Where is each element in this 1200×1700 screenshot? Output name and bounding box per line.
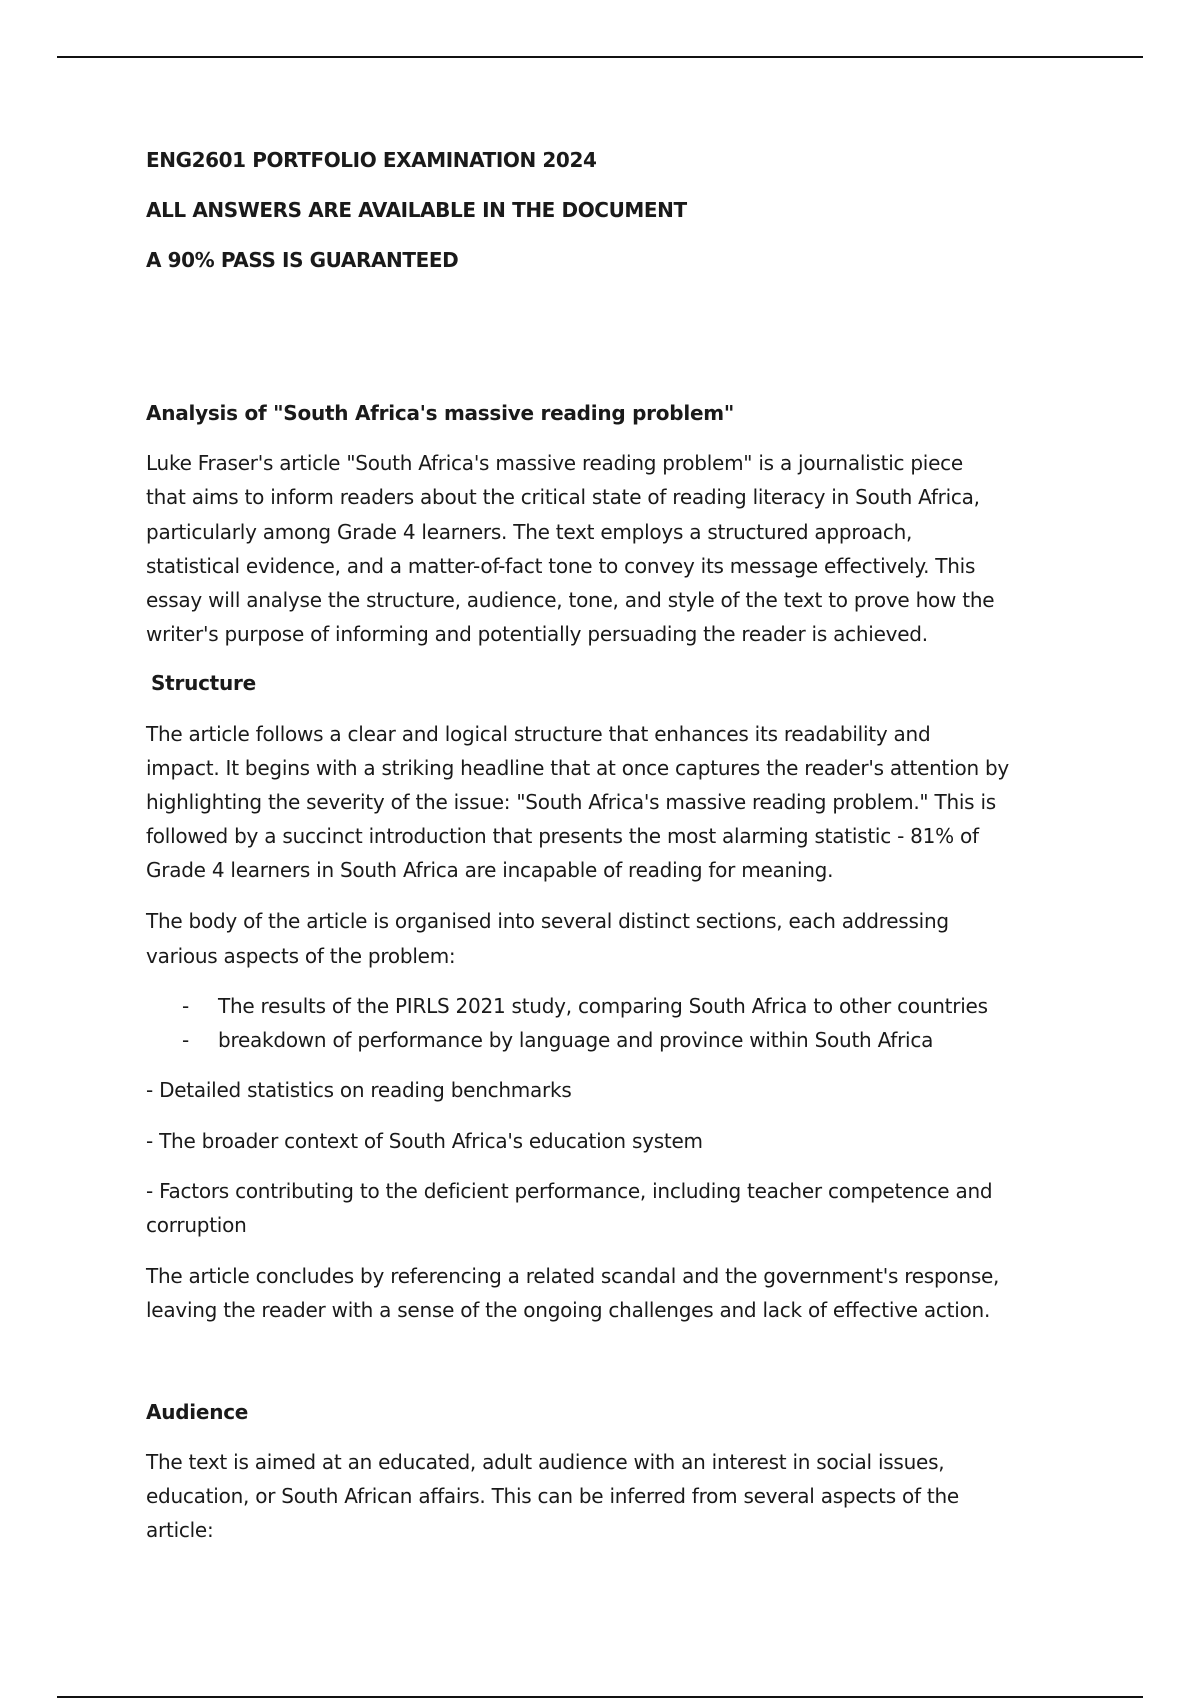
structure-heading: Structure bbox=[151, 671, 256, 695]
header-pass-line: A 90% PASS IS GUARANTEED bbox=[146, 248, 459, 272]
structure-line: followed by a succinct introduction that presents the most alarming statistic - 81% of bbox=[146, 824, 979, 848]
header-exam-title: ENG2601 PORTFOLIO EXAMINATION 2024 bbox=[146, 148, 597, 172]
structure-line: highlighting the severity of the issue: "South Africa's massive reading problem." This is bbox=[146, 790, 996, 814]
conclusion-line: The article concludes by referencing a related scandal and the government's response, bbox=[146, 1264, 1000, 1288]
structure-line: impact. It begins with a striking headline that at once captures the reader's attention by bbox=[146, 756, 1010, 780]
conclusion-line: leaving the reader with a sense of the ongoing challenges and lack of effective action. bbox=[146, 1298, 991, 1322]
audience-line: education, or South African affairs. This can be inferred from several aspects of the bbox=[146, 1484, 959, 1508]
intro-line: writer's purpose of informing and potentially persuading the reader is achieved. bbox=[146, 622, 928, 646]
dash-item: - The broader context of South Africa's education system bbox=[146, 1129, 703, 1153]
dash-item: - Detailed statistics on reading benchmarks bbox=[146, 1078, 572, 1102]
structure-line: various aspects of the problem: bbox=[146, 944, 456, 968]
intro-line: Luke Fraser's article "South Africa's massive reading problem" is a journalistic piece bbox=[146, 451, 963, 475]
dash-item-line: - Factors contributing to the deficient performance, including teacher competence and bbox=[146, 1179, 993, 1203]
intro-line: that aims to inform readers about the critical state of reading literacy in South Africa, bbox=[146, 485, 980, 509]
structure-line: Grade 4 learners in South Africa are incapable of reading for meaning. bbox=[146, 858, 834, 882]
intro-line: essay will analyse the structure, audience, tone, and style of the text to prove how the bbox=[146, 588, 995, 612]
intro-line: particularly among Grade 4 learners. The text employs a structured approach, bbox=[146, 520, 913, 544]
header-answers-line: ALL ANSWERS ARE AVAILABLE IN THE DOCUMENT bbox=[146, 198, 687, 222]
audience-line: The text is aimed at an educated, adult audience with an interest in social issues, bbox=[146, 1450, 945, 1474]
top-rule bbox=[57, 56, 1143, 58]
bullet-text: The results of the PIRLS 2021 study, comparing South Africa to other countries bbox=[218, 994, 988, 1018]
structure-line: The body of the article is organised into several distinct sections, each addressing bbox=[146, 909, 949, 933]
audience-line: article: bbox=[146, 1518, 214, 1542]
intro-line: statistical evidence, and a matter-of-fact tone to convey its message effectively. This bbox=[146, 554, 976, 578]
bullet-dash: - bbox=[182, 1028, 190, 1052]
bottom-rule bbox=[57, 1696, 1143, 1698]
dash-item-line: corruption bbox=[146, 1213, 247, 1237]
structure-line: The article follows a clear and logical structure that enhances its readability and bbox=[146, 722, 931, 746]
analysis-title: Analysis of "South Africa's massive reading problem" bbox=[146, 401, 735, 425]
bullet-dash: - bbox=[182, 994, 190, 1018]
audience-heading: Audience bbox=[146, 1400, 249, 1424]
bullet-text: breakdown of performance by language and province within South Africa bbox=[218, 1028, 934, 1052]
